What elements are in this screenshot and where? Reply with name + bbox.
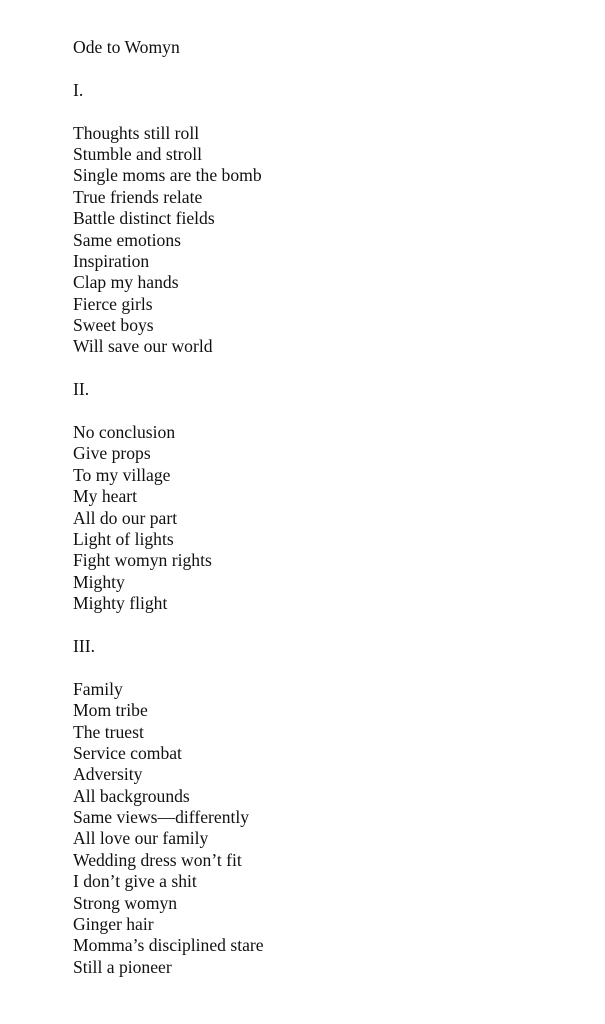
poem-line: All love our family	[73, 828, 209, 849]
poem-line: All do our part	[73, 507, 178, 528]
poem-line: Inspiration	[73, 250, 150, 271]
poem-line: Wedding dress won’t fit	[73, 849, 242, 870]
poem-line: Clap my hands	[73, 272, 179, 293]
poem-line: Light of lights	[73, 528, 174, 549]
poem-line: Mom tribe	[73, 700, 148, 721]
poem-line: True friends relate	[73, 186, 203, 207]
poem-line: The truest	[73, 721, 144, 742]
poem-line: Thoughts still roll	[73, 122, 200, 143]
poem-line: Family	[73, 678, 123, 699]
poem-line: Strong womyn	[73, 892, 178, 913]
poem-line: Stumble and stroll	[73, 143, 203, 164]
poem-line: I don’t give a shit	[73, 871, 197, 892]
stanza-gap	[73, 101, 573, 122]
poem-line: All backgrounds	[73, 785, 190, 806]
stanza-gap	[73, 615, 573, 636]
poem-body	[73, 80, 573, 978]
poem-line: Adversity	[73, 764, 143, 785]
poem-line: To my village	[73, 464, 171, 485]
poem-line: Fight womyn rights	[73, 550, 212, 571]
stanza-gap	[73, 401, 573, 422]
poem-line: Same views—differently	[73, 807, 250, 828]
poem-line: Sweet boys	[73, 315, 154, 336]
poem-line: Will save our world	[73, 336, 213, 357]
stanza-gap	[73, 358, 573, 379]
section-numeral: III.	[73, 635, 95, 656]
poem-line: Mighty	[73, 571, 125, 592]
poem-line: Ginger hair	[73, 914, 154, 935]
section-numeral: I.	[73, 79, 84, 100]
poem-line: Battle distinct fields	[73, 208, 215, 229]
poem-line: No conclusion	[73, 422, 176, 443]
poem-line: Mighty flight	[73, 593, 168, 614]
poem-line: My heart	[73, 486, 138, 507]
poem-line: Momma’s disciplined stare	[73, 935, 264, 956]
section-numeral: II.	[73, 379, 90, 400]
stanza-gap	[73, 657, 573, 678]
stanza-gap	[73, 58, 573, 79]
poem-title: Ode to Womyn	[73, 37, 180, 57]
poem-line: Service combat	[73, 742, 182, 763]
poem-line: Fierce girls	[73, 293, 153, 314]
poem-line: Same emotions	[73, 229, 181, 250]
poem-page	[73, 37, 573, 978]
poem-line: Still a pioneer	[73, 956, 172, 977]
poem-line: Single moms are the bomb	[73, 165, 262, 186]
poem-line: Give props	[73, 443, 151, 464]
